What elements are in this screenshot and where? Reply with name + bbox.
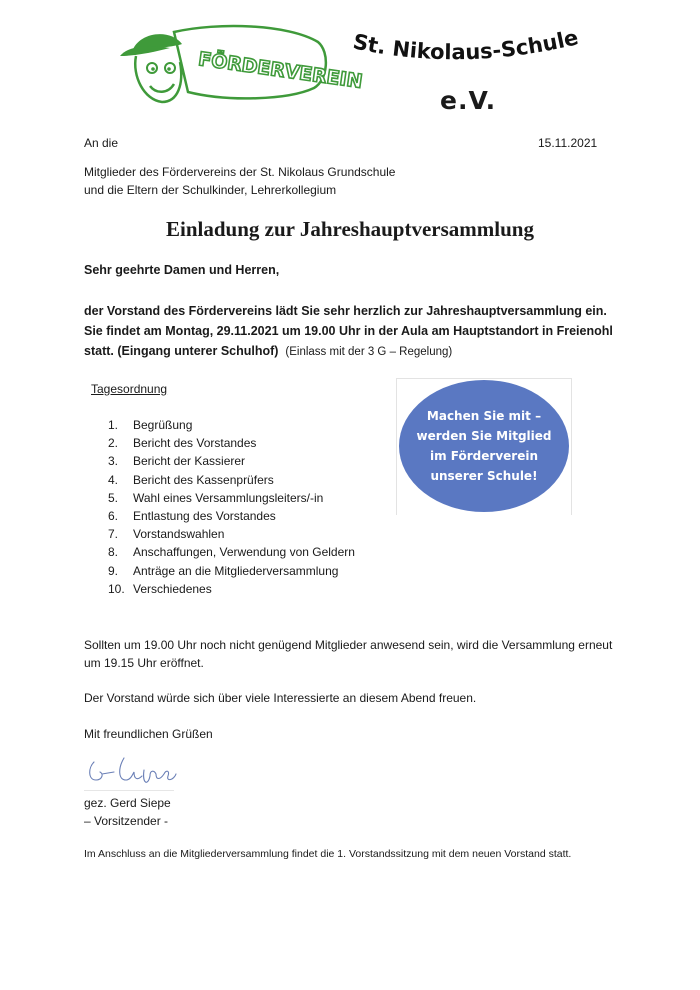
signature [84,750,184,792]
legal-form: e.V. [440,86,497,115]
intro-line: der Vorstand des Fördervereins lädt Sie sehr herzlich zur Jahreshauptversammlung ein. [84,304,607,318]
admission-rule: (Einlass mit der 3 G – Regelung) [285,346,453,358]
agenda-item: 5. Wahl eines Versammlungsleiters/-in [108,490,324,505]
entrance-info: statt. (Eingang unterer Schulhof) [84,344,279,358]
signer-name: gez. Gerd Siepe [84,796,171,810]
membership-badge [399,380,569,512]
agenda-list [108,416,358,598]
agenda-item: 4. Bericht des Kassenprüfers [108,472,274,487]
agenda-item: 9. Anträge an die Mitgliederversammlung [108,563,339,578]
logo-wordmark: FÖRDERVEREIN [196,48,364,93]
agenda-item: 3. Bericht der Kassierer [108,454,246,469]
school-name [348,20,598,80]
school-name-text: St. Nikolaus-Schule [350,25,581,65]
badge-text: Machen Sie mit – werden Sie Mitglied im Förderverein unserer Schule! [416,409,552,483]
intro-line [84,344,452,358]
agenda-item: 1. Begrüßung [108,418,193,432]
footnote: Im Anschluss an die Mitgliederversammlung findet die 1. Vorstandssitzung mit dem neuen Vorstand statt. [84,848,572,860]
addressee-label: An die [84,136,119,150]
signature-line [84,790,174,791]
agenda-item: 2. Bericht des Vorstandes [108,436,257,451]
recipient-line: Mitglieder des Fördervereins der St. Nikolaus Grundschule [84,165,396,179]
svg-text:St. Nikolaus-Schule [351,25,581,64]
signer-role: – Vorsitzender - [84,814,169,828]
agenda-item: 6. Entlastung des Vorstandes [108,509,276,524]
greeting: Mit freundlichen Grüßen [84,727,213,741]
closing-wish: Der Vorstand würde sich über viele Interessierte an diesem Abend freuen. [84,691,477,705]
foerderverein-logo [118,22,364,106]
agenda-item: 8. Anschaffungen, Verwendung von Geldern [108,545,355,560]
letter-date: 15.11.2021 [538,136,598,150]
agenda-heading: Tagesordnung [91,382,168,396]
salutation: Sehr geehrte Damen und Herren, [84,263,280,277]
intro-line: Sie findet am Montag, 29.11.2021 um 19.00 Uhr in der Aula am Hauptstandort in Freienohl [84,324,613,338]
recipient-line: und die Eltern der Schulkinder, Lehrerkollegium [84,183,337,197]
quorum-note: Sollten um 19.00 Uhr noch nicht genügend Mitglieder anwesend sein, wird die Versammlung erneut um 19.15 Uhr eröffnet. [84,638,613,670]
agenda-item: 7. Vorstandswahlen [108,527,225,542]
letter-title: Einladung zur Jahreshauptversammlung [166,217,534,241]
agenda-item: 10. Verschiedenes [108,581,212,596]
